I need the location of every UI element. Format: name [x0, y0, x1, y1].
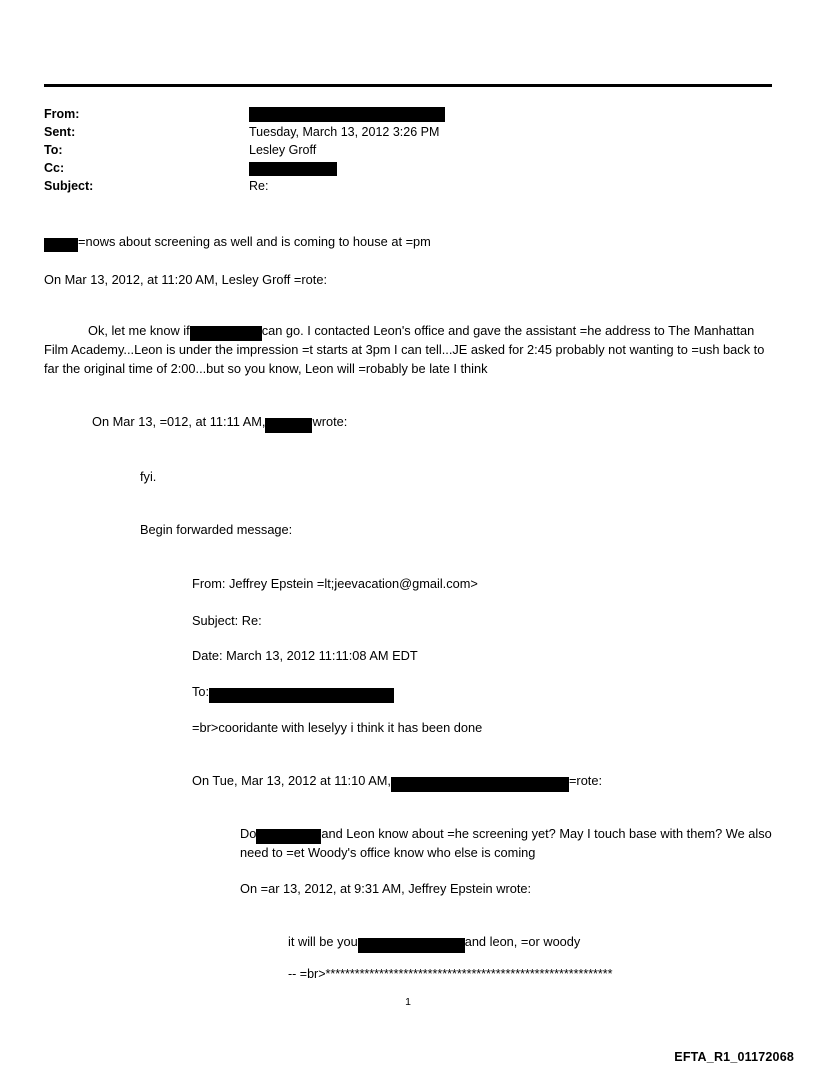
quoted-paragraph-6-part-a: it will be you: [288, 934, 358, 949]
header-label-subject: Subject:: [44, 179, 94, 193]
redaction-block-inline-5: [358, 938, 465, 953]
redaction-block-from: [249, 107, 445, 122]
redaction-block-cc: [249, 162, 337, 176]
quoted-paragraph-2: [92, 412, 772, 431]
quoted-paragraph-3-part-b: =rote:: [568, 773, 603, 788]
redaction-block-inline-2: [265, 418, 312, 433]
header-value-to: Lesley Groff: [249, 143, 317, 157]
forwarded-to: [192, 682, 772, 701]
header-row-from: [44, 106, 772, 123]
forwarded-subject: Subject: Re:: [192, 613, 262, 628]
body-paragraph-1: [44, 232, 772, 251]
redaction-block-body-1: [44, 238, 78, 252]
begin-forwarded-label: Begin forwarded message:: [140, 522, 293, 537]
body-paragraph-2: On Mar 13, 2012, at 11:20 AM, Lesley Groff =rote:: [44, 272, 327, 287]
redaction-block-inline-3: [391, 777, 569, 792]
quoted-paragraph-6-part-b: and leon, =or woody: [464, 934, 581, 949]
forwarded-body: =br>cooridante with leselyy i think it has been done: [192, 720, 483, 735]
header-label-sent: Sent:: [44, 125, 76, 139]
forwarded-date: Date: March 13, 2012 11:11:08 AM EDT: [192, 648, 418, 663]
redaction-block-inline-1: [190, 326, 262, 341]
body-paragraph-1-text: =nows about screening as well and is coming to house at =pm: [78, 234, 431, 249]
header-value-cc: [249, 160, 337, 176]
quoted-paragraph-1-part-b: can go. I contacted Leon's office and gave the assistant =he address to The Manhattan Film Academy...Leon is under the impression =t starts at 3pm I can tell...JE asked for 2:45 probably not wanting to =ush back to far the original time of 2:00...but so you know, Leon will =robably be late I think: [44, 323, 765, 376]
quoted-paragraph-2-part-b: wrote:: [312, 414, 348, 429]
quoted-paragraph-4: [240, 824, 780, 862]
redaction-block-inline-4: [256, 829, 321, 844]
quoted-paragraph-4-part-b: and Leon know about =he screening yet? May I touch base with them? We also need to =et Woody's office know who else is coming: [240, 826, 772, 860]
header-row-to: [44, 142, 772, 159]
quoted-paragraph-4-part-a: Do: [240, 826, 257, 841]
page-number: 1: [405, 996, 411, 1008]
header-value-sent: Tuesday, March 13, 2012 3:26 PM: [249, 125, 440, 139]
quoted-paragraph-3-part-a: On Tue, Mar 13, 2012 at 11:10 AM,: [192, 773, 391, 788]
quoted-paragraph-1-part-a: Ok, let me know if: [88, 323, 190, 338]
forwarded-from: From: Jeffrey Epstein =lt;jeevacation@gmail.com>: [192, 576, 478, 591]
document-control-number: EFTA_R1_01172068: [674, 1050, 794, 1064]
quoted-paragraph-3: [192, 771, 792, 790]
header-label-to: To:: [44, 143, 63, 157]
header-divider-rule: [44, 84, 772, 87]
header-row-subject: [44, 178, 772, 195]
header-value-from: [249, 106, 445, 122]
header-value-subject: Re:: [249, 179, 269, 193]
body-fyi: fyi.: [140, 469, 157, 484]
header-label-from: From:: [44, 107, 80, 121]
quoted-paragraph-6: [288, 932, 788, 951]
email-header-block: [44, 106, 772, 196]
quoted-paragraph-2-part-a: On Mar 13, =012, at 11:11 AM,: [92, 414, 266, 429]
redaction-block-forwarded-to: [209, 688, 394, 703]
header-label-cc: Cc:: [44, 161, 65, 175]
quoted-paragraph-1: [44, 321, 774, 378]
forwarded-to-label: To:: [192, 684, 210, 699]
quoted-paragraph-5: On =ar 13, 2012, at 9:31 AM, Jeffrey Epstein wrote:: [240, 881, 532, 896]
header-row-cc: [44, 160, 772, 177]
signature-separator: -- =br>***********************************************************: [288, 967, 613, 981]
header-row-sent: [44, 124, 772, 141]
